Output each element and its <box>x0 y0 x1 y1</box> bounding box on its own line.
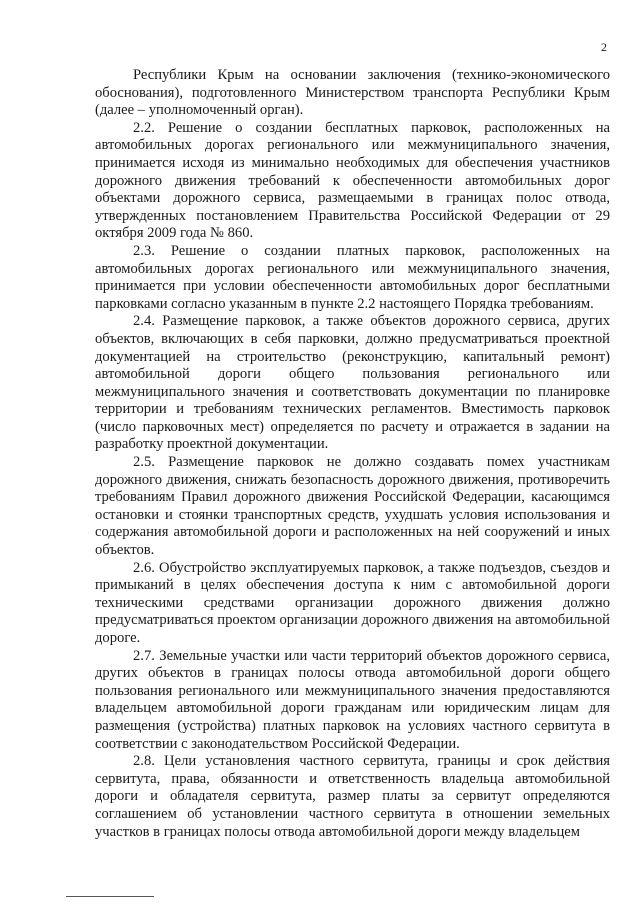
paragraph-2-5: 2.5. Размещение парковок не должно создавать помех участникам дорожного движения, снижать безопасность дорожного движения, противоречить требованиям Правил дорожного движения Российской Федерации, касающимся остановки и стоянки транспортных средств, ухудшать условия использования и содержания автомобильной дороги и расположенных на ней сооружений и иных объектов. <box>95 454 610 559</box>
paragraph-2-2: 2.2. Решение о создании бесплатных парковок, расположенных на автомобильных дорогах регионального или межмуниципального значения, принимается исходя из минимально необходимых для обеспечения участников дорожного движения требований к обеспеченности автомобильных дорог объектами дорожного сервиса, размещаемыми в границах полос отвода, утвержденных постановлением Правительства Российской Федерации от 29 октября 2009 года № 860. <box>95 119 610 242</box>
paragraph-2-7: 2.7. Земельные участки или части территорий объектов дорожного сервиса, других объектов в границах полосы отвода автомобильной дороги общего пользования регионального или межмуниципального значения предоставляются владельцем автомобильной дороги гражданам или юридическим лицам для размещения (устройства) платных парковок на условиях частного сервитута в соответствии с законодательством Российской Федерации. <box>95 647 610 752</box>
paragraph-2-8: 2.8. Цели установления частного сервитута, границы и срок действия сервитута, права, обязанности и ответственность владельца автомобильной дороги и обладателя сервитута, размер платы за сервитут определяются соглашением об установлении частного сервитута в отношении земельных участков в границах полосы отвода автомобильной дороги между владельцем <box>95 753 610 840</box>
document-body <box>95 67 610 841</box>
page-number: 2 <box>601 40 607 54</box>
paragraph-2-6: 2.6. Обустройство эксплуатируемых парковок, а также подъездов, съездов и примыканий в целях обеспечения доступа к ним с автомобильной дороги техническими средствами организации дорожного движения должно предусматриваться проектом организации дорожного движения на автомобильной дороге. <box>95 559 610 646</box>
paragraph-continuation: Республики Крым на основании заключения (технико-экономического обоснования), подготовленного Министерством транспорта Республики Крым (далее – уполномоченный орган). <box>95 67 610 119</box>
paragraph-2-3: 2.3. Решение о создании платных парковок, расположенных на автомобильных дорогах регионального или межмуниципального значения, принимается при условии обеспеченности автомобильных дорог бесплатными парковками согласно указанным в пункте 2.2 настоящего Порядка требованиям. <box>95 242 610 312</box>
footer-divider <box>66 896 154 897</box>
paragraph-2-4: 2.4. Размещение парковок, а также объектов дорожного сервиса, других объектов, включающих в себя парковки, должно предусматриваться проектной документацией на строительство (реконструкцию, капитальный ремонт) автомобильной дороги общего пользования регионального или межмуниципального значения и соответствовать документации по планировке территории и требованиям технических регламентов. Вместимость парковок (число парковочных мест) определяется по расчету и отражается в задании на разработку проектной документации. <box>95 313 610 453</box>
